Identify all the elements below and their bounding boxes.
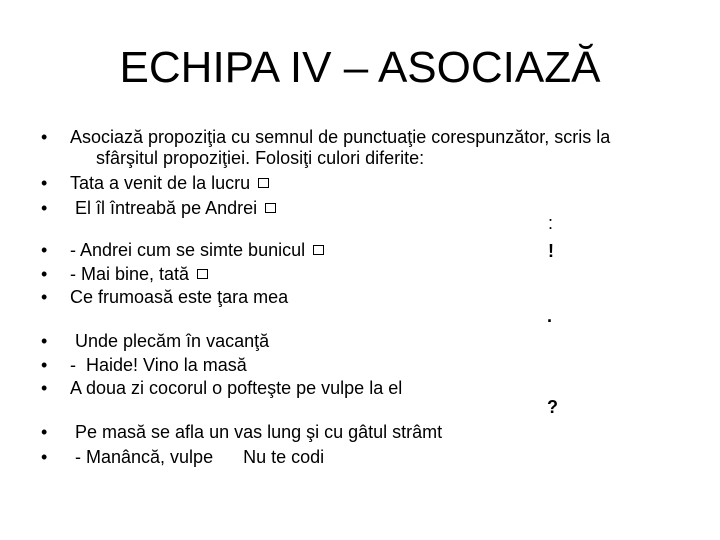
answer-box <box>258 178 269 188</box>
bullet-4: • <box>41 240 48 260</box>
sentence-1 <box>70 172 269 194</box>
sentence-3-text: - Andrei cum se simte bunicul <box>70 240 306 260</box>
bullet-2: • <box>41 173 48 193</box>
sentence-9: Pe masă se afla un vas lung şi cu gâtul strâmt <box>70 422 443 442</box>
sentence-5: Ce frumoasă este ţara mea <box>70 287 289 307</box>
bullet-9: • <box>41 378 48 398</box>
mark-colon: : <box>548 213 554 233</box>
sentence-3 <box>70 239 324 261</box>
sentence-2-text: El îl întreabă pe Andrei <box>70 198 258 218</box>
answer-box <box>265 203 276 213</box>
answer-box <box>313 245 324 255</box>
sentence-2 <box>70 197 276 219</box>
mark-period: . <box>547 306 553 326</box>
bullet-11: • <box>41 447 48 467</box>
bullet-3: • <box>41 198 48 218</box>
sentence-10: - Manâncă, vulpe Nu te codi <box>70 447 325 467</box>
bullet-8: • <box>41 355 48 375</box>
bullet-7: • <box>41 331 48 351</box>
mark-question: ? <box>547 397 558 417</box>
sentence-4 <box>70 263 208 285</box>
bullet-5: • <box>41 264 48 284</box>
instruction-line-2: sfârşitul propoziţiei. Folosiţi culori diferite: <box>96 148 425 168</box>
answer-box <box>197 269 208 279</box>
slide-title: ECHIPA IV – ASOCIAZĂ <box>119 43 601 92</box>
bullet-10: • <box>41 422 48 442</box>
sentence-1-text: Tata a venit de la lucru <box>70 173 251 193</box>
sentence-6: Unde plecăm în vacanţă <box>70 331 270 351</box>
bullet-6: • <box>41 287 48 307</box>
bullet-1: • <box>41 127 48 147</box>
sentence-7: - Haide! Vino la masă <box>70 355 247 375</box>
sentence-8: A doua zi cocorul o pofteşte pe vulpe la el <box>70 378 403 398</box>
instruction-line-1: Asociază propoziţia cu semnul de punctuaţie corespunzător, scris la <box>70 127 611 147</box>
sentence-4-text: - Mai bine, tată <box>70 264 190 284</box>
mark-exclamation: ! <box>548 241 554 261</box>
